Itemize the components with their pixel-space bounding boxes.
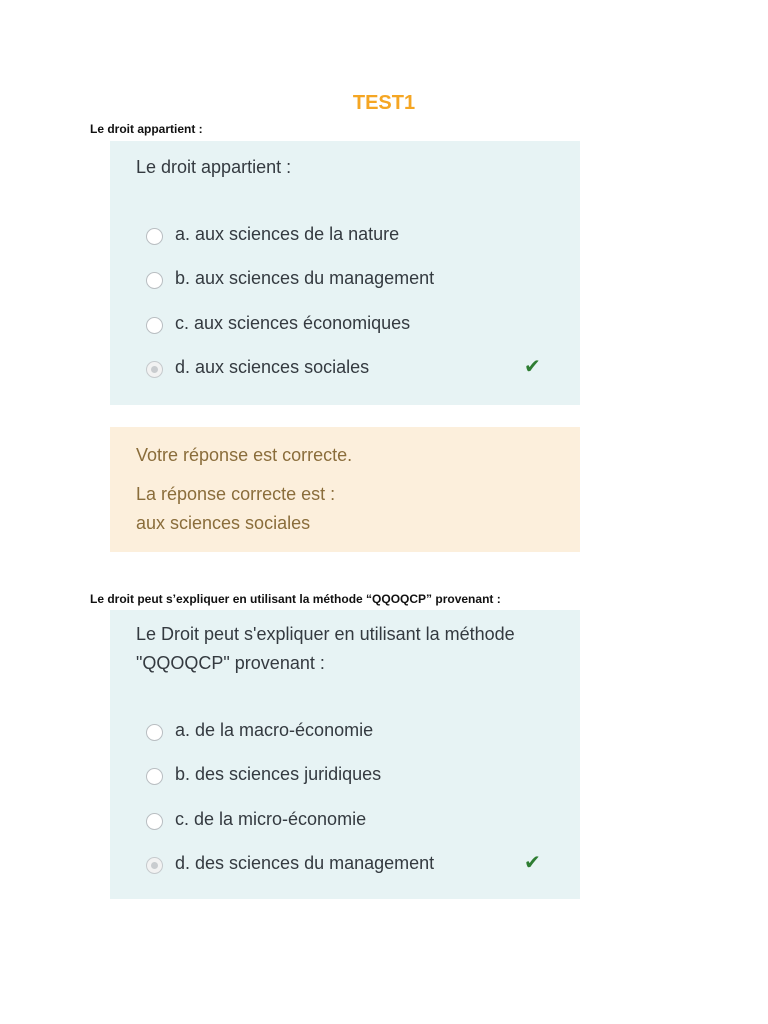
answer-label: b. des sciences juridiques xyxy=(175,764,382,785)
question-1-answers xyxy=(146,212,580,390)
feedback-correct-answer: aux sciences sociales xyxy=(136,513,311,533)
answer-label: b. aux sciences du management xyxy=(175,268,435,289)
radio-button[interactable] xyxy=(146,768,163,785)
answer-label: d. aux sciences sociales xyxy=(175,357,370,378)
answer-option[interactable] xyxy=(146,797,580,842)
answer-option[interactable] xyxy=(146,212,580,257)
answer-label: d. des sciences du management xyxy=(175,853,435,874)
radio-button-selected[interactable] xyxy=(146,857,163,874)
check-icon: ✔ xyxy=(524,355,541,378)
answer-option[interactable] xyxy=(146,708,580,753)
answer-option[interactable] xyxy=(146,753,580,798)
answer-option[interactable] xyxy=(146,301,580,346)
feedback-correct-label: La réponse correcte est : xyxy=(136,484,336,504)
radio-button[interactable] xyxy=(146,272,163,289)
question-2-answers xyxy=(146,708,580,886)
radio-button[interactable] xyxy=(146,228,163,245)
question-1-box xyxy=(110,141,580,405)
radio-button[interactable] xyxy=(146,813,163,830)
feedback-status: Votre réponse est correcte. xyxy=(136,445,353,465)
answer-option-selected[interactable] xyxy=(146,346,580,391)
radio-button-selected[interactable] xyxy=(146,361,163,378)
check-icon: ✔ xyxy=(524,851,541,874)
question-1-caption: Le droit appartient : xyxy=(90,122,203,136)
answer-label: c. de la micro-économie xyxy=(175,808,367,829)
question-2-caption: Le droit peut s’expliquer en utilisant la méthode “QQOQCP” provenant : xyxy=(90,592,501,606)
answer-label: a. aux sciences de la nature xyxy=(175,223,400,244)
question-2-box xyxy=(110,610,580,899)
radio-button[interactable] xyxy=(146,317,163,334)
page-title: TEST1 xyxy=(352,92,416,114)
answer-label: a. de la macro-économie xyxy=(175,719,374,740)
question-1-text: Le droit appartient : xyxy=(136,157,292,177)
radio-button[interactable] xyxy=(146,724,163,741)
answer-label: c. aux sciences économiques xyxy=(175,312,411,333)
answer-option-selected[interactable] xyxy=(146,842,580,887)
answer-option[interactable] xyxy=(146,257,580,302)
question-2-text: Le Droit peut s'expliquer en utilisant la méthode "QQOQCP" provenant : xyxy=(136,624,515,673)
feedback-box xyxy=(110,427,580,552)
